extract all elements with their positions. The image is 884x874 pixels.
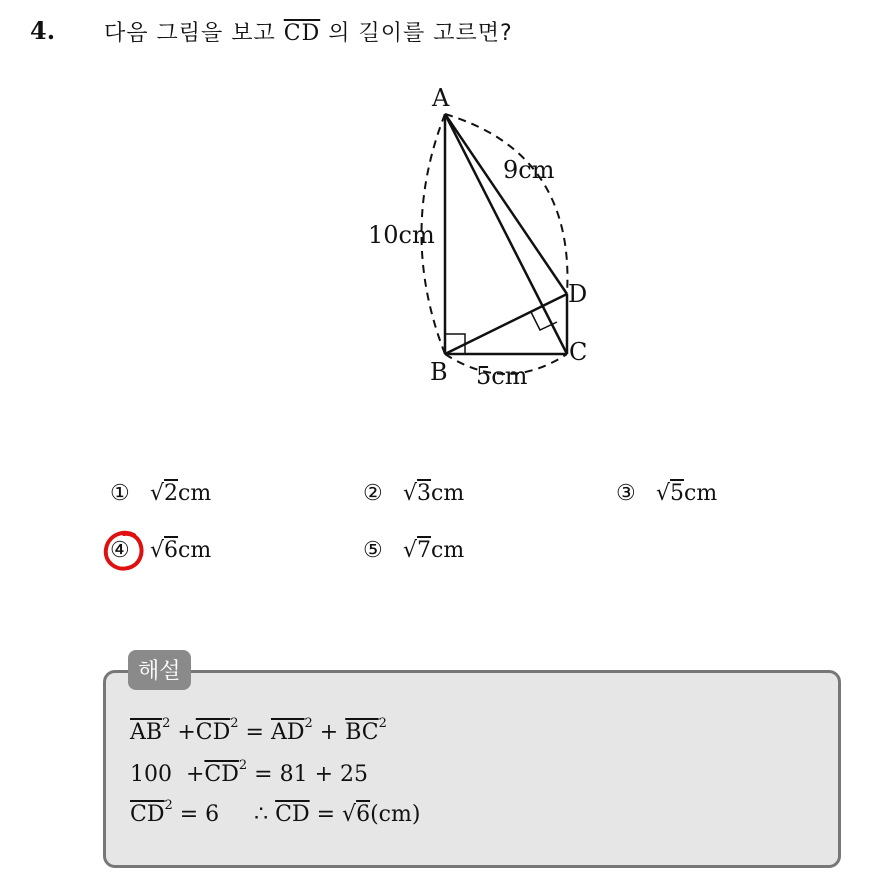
segment-cd-text: $\overline{CD}$: [204, 762, 239, 787]
exponent: 2: [304, 716, 313, 731]
solution-line-2: [130, 758, 368, 787]
segment-bd: [445, 294, 567, 354]
question-text: [104, 16, 513, 47]
segment-ac: [445, 114, 567, 354]
right-angle-mark-b: [445, 334, 465, 354]
label-c: C: [569, 338, 588, 366]
choice-3-mark: ③: [616, 481, 636, 506]
label-ad-length: 9cm: [503, 156, 555, 184]
triangle-figure: [340, 78, 620, 398]
question-text-after: 의 길이를 고르면?: [320, 21, 513, 46]
choice-1[interactable]: [110, 481, 211, 506]
sqrt-symbol: √: [150, 481, 165, 506]
segment-cd-text: $\overline{CD}$: [195, 720, 231, 745]
label-b: B: [430, 358, 448, 386]
choice-5[interactable]: [363, 538, 464, 563]
segment-cd-text: $\overline{CD}$: [130, 802, 165, 827]
sqrt-symbol: √: [403, 481, 418, 506]
label-a: A: [432, 84, 450, 112]
choice-2-radicand: 3: [417, 481, 432, 506]
sqrt-symbol: √: [656, 481, 671, 506]
choice-1-radicand: 2: [164, 481, 179, 506]
label-d: D: [568, 280, 588, 308]
solution-title: 해설: [128, 650, 191, 690]
choice-4-unit: cm: [178, 538, 212, 563]
exponent: 2: [230, 716, 239, 731]
operator: =: [238, 720, 271, 745]
choice-5-mark: ⑤: [363, 538, 383, 563]
segment-cd-text: $\overline{CD}$: [275, 802, 310, 827]
expression-mid: = 6 ∴: [172, 802, 276, 827]
operator: +: [170, 720, 196, 745]
segment-bc-text: $\overline{BC}$: [345, 720, 379, 745]
choice-3-radicand: 5: [670, 481, 685, 506]
exponent: 2: [164, 798, 173, 813]
choice-5-unit: cm: [431, 538, 465, 563]
sqrt-symbol: √: [150, 538, 165, 563]
segment-ab-text: $\overline{AB}$: [130, 720, 163, 745]
segment-ad-text: $\overline{AD}$: [270, 720, 305, 745]
solution-line-1: [130, 716, 387, 745]
unit: (cm): [370, 802, 421, 827]
sqrt-symbol: √: [342, 802, 357, 827]
expression-right: = 81 + 25: [247, 762, 369, 787]
segment-cd: $\overline{CD}$: [283, 21, 321, 46]
exponent: 2: [238, 758, 248, 773]
exponent: 2: [378, 716, 387, 731]
choice-1-mark: ①: [110, 481, 130, 506]
sqrt-symbol: √: [403, 538, 418, 563]
radicand: 6: [356, 802, 371, 827]
choice-3-unit: cm: [684, 481, 718, 506]
choice-5-radicand: 7: [417, 538, 432, 563]
label-ab-length: 10cm: [368, 221, 435, 249]
choice-1-unit: cm: [178, 481, 212, 506]
choice-2-unit: cm: [431, 481, 465, 506]
question-text-before: 다음 그림을 보고: [104, 21, 284, 46]
choice-4-radicand: 6: [164, 538, 179, 563]
operator: =: [309, 802, 343, 827]
operator: +: [312, 720, 346, 745]
expression-left: 100 +: [130, 762, 205, 787]
choice-4-mark: ④: [110, 538, 130, 563]
choice-3[interactable]: [616, 481, 717, 506]
solution-line-3: [130, 798, 420, 827]
answer-circle-mark: [100, 526, 148, 574]
choice-2-mark: ②: [363, 481, 383, 506]
label-bc-length: 5cm: [476, 362, 528, 390]
question-number: 4.: [30, 16, 56, 45]
exponent: 2: [162, 716, 171, 731]
choice-2[interactable]: [363, 481, 464, 506]
segment-ad: [445, 114, 567, 294]
